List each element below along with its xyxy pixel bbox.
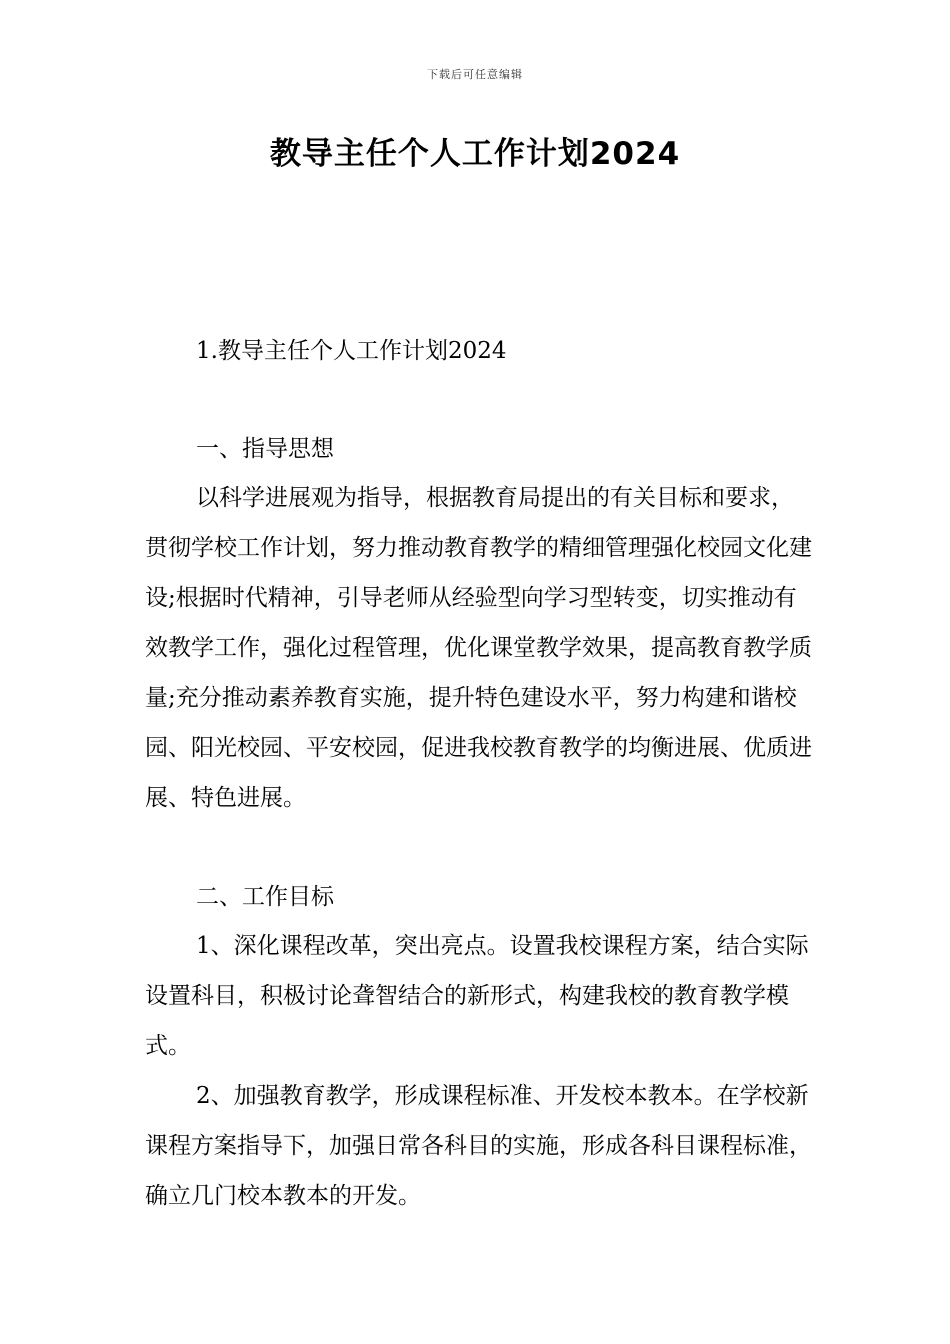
page-title: 教导主任个人工作计划2024 <box>269 136 681 172</box>
section-heading-work-goals: 二、工作目标 <box>196 884 334 910</box>
paragraph-guiding-thought: 以科学进展观为指导，根据教育局提出的有关目标和要求，贯彻学校工作计划，努力推动教育教学的精细管理强化校园文化建设;根据时代精神，引导老师从经验型向学习型转变，切实推动有效教学工作，强化过程管理，优化课堂教学效果，提高教育教学质量;充分推动素养教育实施，提升特色建设水平，努力构建和谐校园、阳光校园、平安校园，促进我校教育教学的均衡进展、优质进展、特色进展。 <box>145 485 812 811</box>
section-heading-guiding-thought: 一、指导思想 <box>196 436 334 462</box>
document-subtitle: 1.教导主任个人工作计划2024 <box>196 338 507 364</box>
paragraph-goal-2: 2、加强教育教学，形成课程标准、开发校本教本。在学校新课程方案指导下，加强日常各科目的实施，形成各科目课程标准，确立几门校本教本的开发。 <box>145 1083 812 1209</box>
header-note: 下载后可任意编辑 <box>427 68 523 81</box>
paragraph-goal-1: 1、深化课程改革，突出亮点。设置我校课程方案，结合实际设置科目，积极讨论聋智结合的新形式，构建我校的教育教学模式。 <box>145 933 809 1059</box>
